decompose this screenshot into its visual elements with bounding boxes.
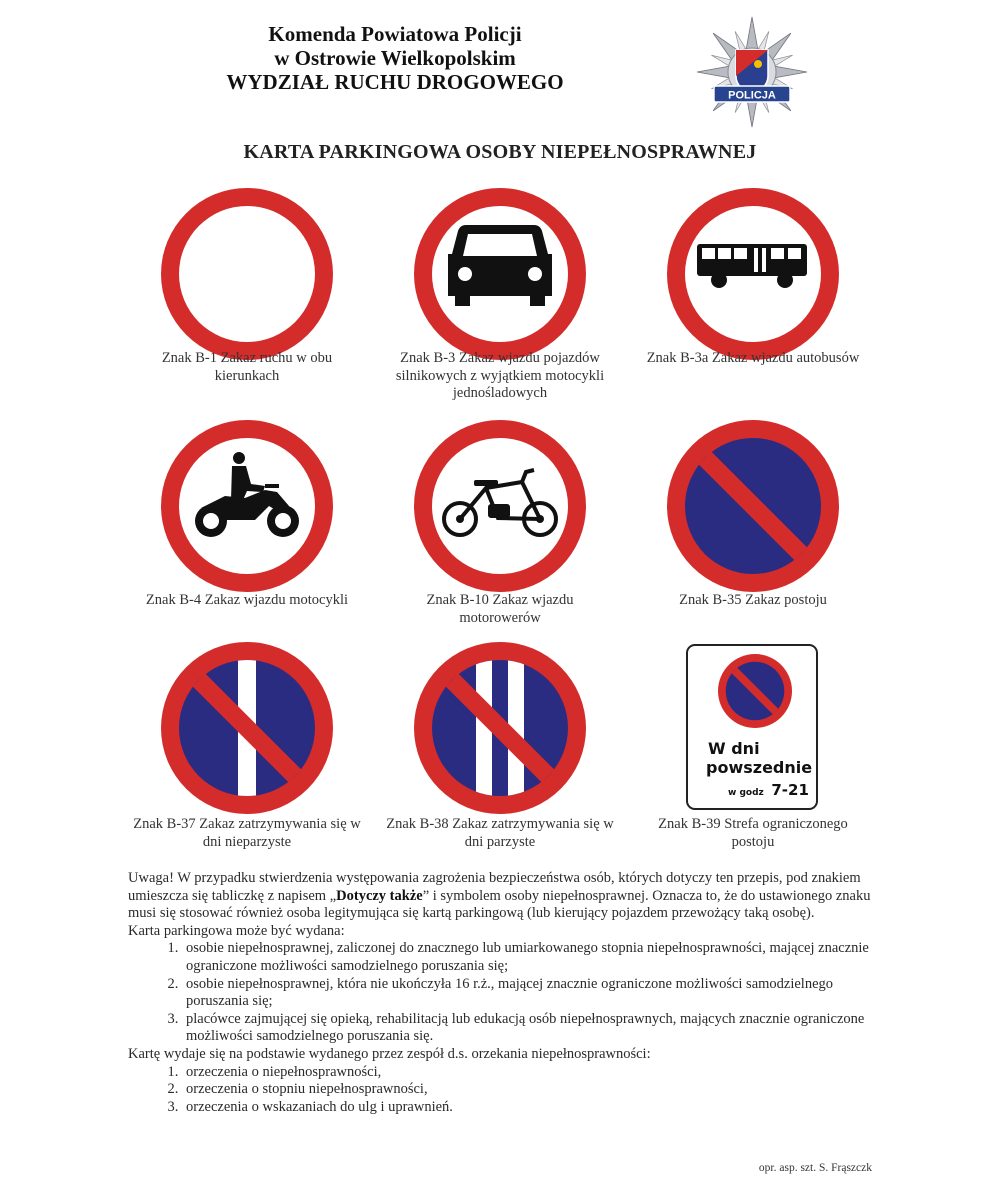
list-item: 2. osobie niepełnosprawnej, która nie ukończyła 16 r.ż., mającej znacznie ograniczone możliwości samodzielnego poruszania się;	[182, 976, 873, 1011]
sign-caption-b4: Znak B-4 Zakaz wjazdu motocykli	[145, 592, 349, 608]
list2-heading: Kartę wydaje się na podstawie wydanego przez zespół d.s. orzekania niepełnosprawności:	[128, 1045, 651, 1062]
list-item: 1. osobie niepełnosprawnej, zaliczonej do znacznego lub umiarkowanego stopnia niepełnosprawności, mającej znacznie ograniczone możliwości samodzielnego poruszania się;	[182, 940, 873, 975]
plate-hours: 7-21	[771, 781, 809, 799]
sign-caption-b35: Znak B-35 Zakaz postoju	[679, 592, 827, 608]
eligibility-list	[128, 940, 873, 1046]
no-motorcycles-sign-icon	[161, 420, 333, 592]
sign-caption-b10: Znak B-10 Zakaz wjazdu motorowerów	[426, 592, 574, 626]
no-mopeds-sign-icon	[414, 420, 586, 592]
no-stopping-even-days-sign-icon	[414, 642, 586, 814]
no-stopping-odd-days-sign-icon	[161, 642, 333, 814]
no-buses-sign-icon	[667, 188, 839, 360]
header-line-1: Komenda Powiatowa Policji	[268, 22, 522, 46]
plate-line-1: W dni	[708, 739, 760, 758]
no-parking-mini-sign-icon	[718, 654, 792, 728]
document-title: KARTA PARKINGOWA OSOBY NIEPEŁNOSPRAWNEJ	[243, 141, 757, 163]
car-pictogram	[448, 225, 552, 306]
restricted-parking-zone-sign-icon	[686, 644, 818, 810]
sign-caption-b3: Znak B-3 Zakaz wjazdu pojazdów silnikowych z wyjątkiem motocykli jednośladowych	[395, 350, 605, 401]
logo-text: POLICJA	[728, 89, 776, 102]
no-parking-sign-icon	[667, 420, 839, 592]
notice-paragraph: Uwaga! W przypadku stwierdzenia występowania zagrożenia bezpieczeństwa osób, których dotyczy ten przepis, pod znakiem umieszcza się tabliczkę z napisem „Dotyczy także” i symbolem osoby niepełnosprawnej. Oznacza to, że do ustawionego znaku musi się stosować również osoba legitymująca się kartą parkingową (lub kierujący pojazdem przewożący taką osobę).	[128, 870, 871, 922]
certificates-list	[128, 1064, 873, 1117]
no-motor-vehicles-sign-icon	[414, 188, 586, 360]
page-header	[0, 22, 790, 94]
sign-caption-b1: Znak B-1 Zakaz ruchu w obu kierunkach	[161, 350, 333, 384]
police-star-badge-icon	[696, 16, 808, 128]
header-line-3: WYDZIAŁ RUCHU DROGOWEGO	[226, 70, 564, 94]
sign-caption-b37: Znak B-37 Zakaz zatrzymywania się w dni nieparzyste	[133, 816, 361, 850]
notice-section	[128, 870, 873, 1116]
no-vehicles-sign-icon	[161, 188, 333, 360]
list-item: 2. orzeczenia o stopniu niepełnosprawności,	[182, 1081, 873, 1099]
list-item: 1. orzeczenia o niepełnosprawności,	[182, 1064, 873, 1082]
sign-caption-b38: Znak B-38 Zakaz zatrzymywania się w dni parzyste	[386, 816, 614, 850]
plate-line-2: powszednie	[706, 758, 813, 777]
notice-bold-phrase: Dotyczy także	[336, 887, 423, 904]
author-note: opr. asp. szt. S. Frąszczk	[758, 1162, 872, 1174]
list-item: 3. placówce zajmującej się opieką, rehabilitacją lub edukacją osób niepełnosprawnych, mających znacznie ograniczone możliwości samodzielnego poruszania się.	[182, 1011, 873, 1046]
header-line-2: w Ostrowie Wielkopolskim	[274, 46, 516, 70]
sign-caption-b3a: Znak B-3a Zakaz wjazdu autobusów	[646, 350, 860, 366]
list-item: 3. orzeczenia o wskazaniach do ulg i uprawnień.	[182, 1099, 873, 1117]
sign-caption-b39: Znak B-39 Strefa ograniczonego postoju	[658, 816, 848, 850]
list1-heading: Karta parkingowa może być wydana:	[128, 922, 345, 939]
plate-hours-prefix: w godz	[728, 788, 764, 798]
